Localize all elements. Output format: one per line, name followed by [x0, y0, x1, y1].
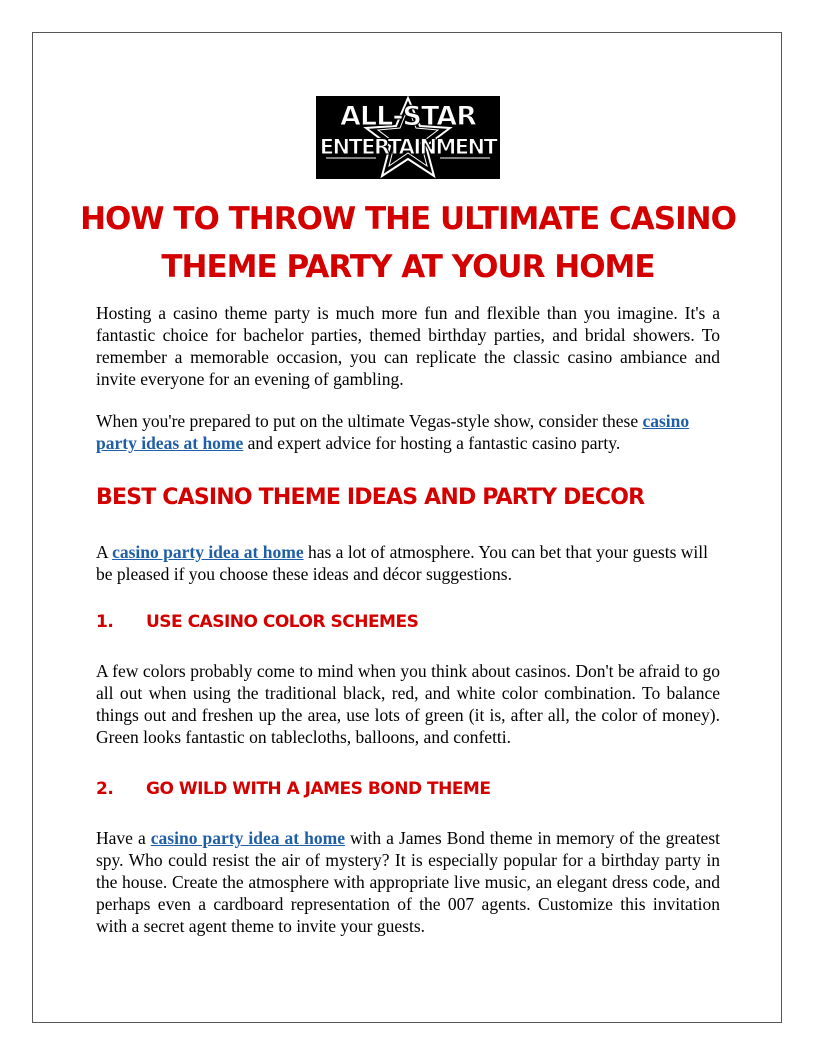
atmosphere-text-after: has a lot of atmosphere. You can bet that your guests will be pleased if you choose these ideas and décor suggestions.: [96, 542, 708, 584]
advice-text-before: When you're prepared to put on the ultimate Vegas-style show, consider these: [96, 411, 643, 431]
item-heading-2: [96, 779, 490, 799]
item-number-1: 1.: [96, 612, 114, 632]
section-heading: BEST CASINO THEME IDEAS AND PARTY DECOR: [96, 485, 645, 510]
advice-text-after: and expert advice for hosting a fantastic casino party.: [243, 433, 621, 453]
bond-text-before: Have a: [96, 828, 151, 848]
logo-line-2: ENTERTAINMENT: [319, 135, 497, 159]
casino-party-ideas-link[interactable]: casino party ideas at home: [96, 411, 690, 453]
atmosphere-paragraph: [96, 541, 720, 585]
atmosphere-text-before: A: [96, 542, 113, 562]
item-heading-1: [96, 612, 418, 632]
color-schemes-paragraph: A few colors probably come to mind when you think about casinos. Don't be afraid to go all out when using the traditional black, red, and white color combination. To balance things out and freshen up the area, use lots of green (it is, after all, the color of money). Green looks fantastic on tablecloths, balloons, and confetti.: [96, 661, 720, 747]
item-title-1: USE CASINO COLOR SCHEMES: [146, 612, 419, 632]
casino-party-idea-link-2[interactable]: casino party idea at home: [150, 828, 345, 848]
brand-logo: [316, 96, 500, 179]
casino-party-idea-link[interactable]: casino party idea at home: [112, 542, 304, 562]
page-title: HOW TO THROW THE ULTIMATE CASINO THEME PARTY AT YOUR HOME: [80, 201, 736, 285]
intro-paragraph: Hosting a casino theme party is much more fun and flexible than you imagine. It's a fantastic choice for bachelor parties, themed birthday parties, and bridal showers. To remember a memorable occasion, you can replicate the classic casino ambiance and invite everyone for an evening of gambling.: [96, 303, 720, 389]
bond-text-after: with a James Bond theme in memory of the greatest spy. Who could resist the air of mystery? It is especially popular for a birthday party in the house. Create the atmosphere with appropriate live music, an elegant dress code, and perhaps even a cardboard representation of the 007 agents. Customize this invitation with a secret agent theme to invite your guests.: [96, 828, 720, 936]
item-title-2: GO WILD WITH A JAMES BOND THEME: [146, 779, 491, 799]
advice-paragraph: [96, 410, 720, 454]
logo-line-1: ALL-STAR: [340, 101, 476, 132]
item-number-2: 2.: [96, 779, 114, 799]
james-bond-paragraph: [96, 827, 720, 937]
